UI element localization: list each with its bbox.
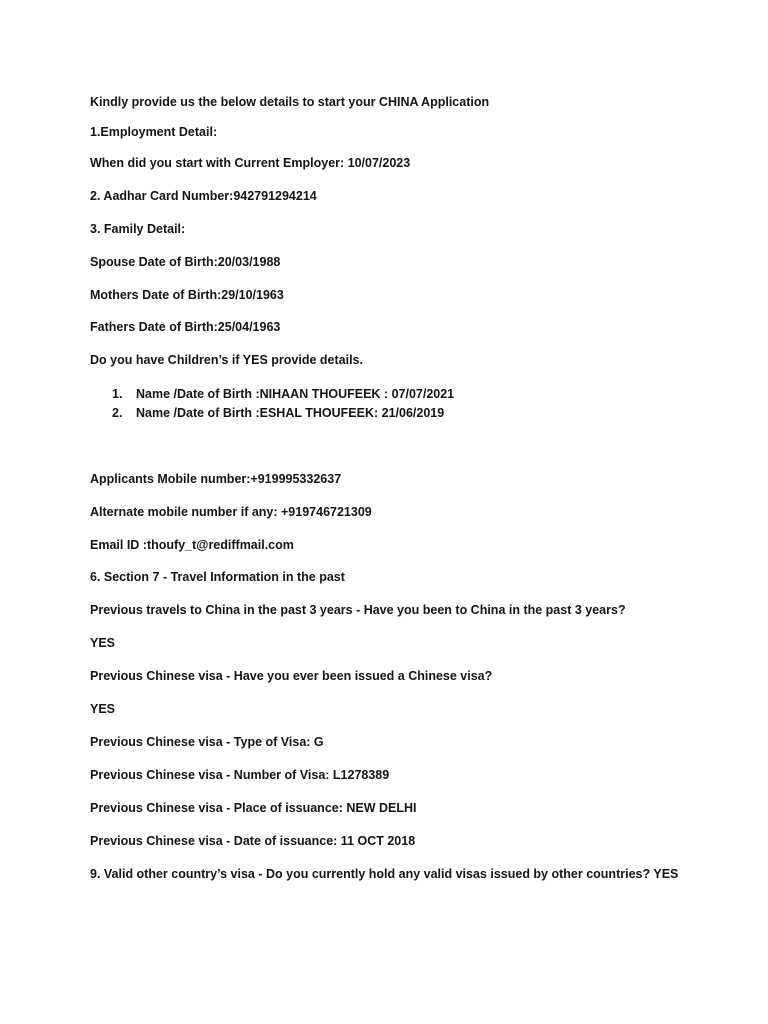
father-dob: Fathers Date of Birth:25/04/1963 <box>90 320 281 334</box>
previous-travel-answer: YES <box>90 636 116 650</box>
list-item <box>112 386 454 402</box>
previous-visa-answer: YES <box>90 702 116 716</box>
visa-type: Previous Chinese visa - Type of Visa: G <box>90 735 324 749</box>
other-country-visa: 9. Valid other country’s visa - Do you currently hold any valid visas issued by other countries? YES <box>90 867 679 881</box>
mother-dob: Mothers Date of Birth:29/10/1963 <box>90 288 284 302</box>
alternate-mobile-number: Alternate mobile number if any: +919746721309 <box>90 505 372 519</box>
list-item-number: 2. <box>112 406 123 420</box>
list-item-text: Name /Date of Birth :NIHAAN THOUFEEK : 07/07/2021 <box>136 387 455 401</box>
family-heading: 3. Family Detail: <box>90 222 186 236</box>
employment-heading: 1.Employment Detail: <box>90 125 218 139</box>
mobile-number: Applicants Mobile number:+919995332637 <box>90 472 342 486</box>
visa-place-of-issuance: Previous Chinese visa - Place of issuance: NEW DELHI <box>90 801 417 815</box>
list-item-text: Name /Date of Birth :ESHAL THOUFEEK: 21/06/2019 <box>136 406 445 420</box>
spouse-dob: Spouse Date of Birth:20/03/1988 <box>90 255 281 269</box>
visa-date-of-issuance: Previous Chinese visa - Date of issuance: 11 OCT 2018 <box>90 834 416 848</box>
list-item <box>112 405 444 421</box>
section-7-heading: 6. Section 7 - Travel Information in the past <box>90 570 345 584</box>
visa-number: Previous Chinese visa - Number of Visa: L1278389 <box>90 768 390 782</box>
previous-travel-question: Previous travels to China in the past 3 years - Have you been to China in the past 3 years? <box>90 603 626 617</box>
previous-visa-question: Previous Chinese visa - Have you ever been issued a Chinese visa? <box>90 669 493 683</box>
aadhar-number: 2. Aadhar Card Number:942791294214 <box>90 189 317 203</box>
children-question: Do you have Children’s if YES provide details. <box>90 353 363 367</box>
employment-start-date: When did you start with Current Employer: 10/07/2023 <box>90 156 411 170</box>
list-item-number: 1. <box>112 387 123 401</box>
email-id: Email ID :thoufy_t@rediffmail.com <box>90 538 294 552</box>
intro-text: Kindly provide us the below details to start your CHINA Application <box>90 95 490 109</box>
